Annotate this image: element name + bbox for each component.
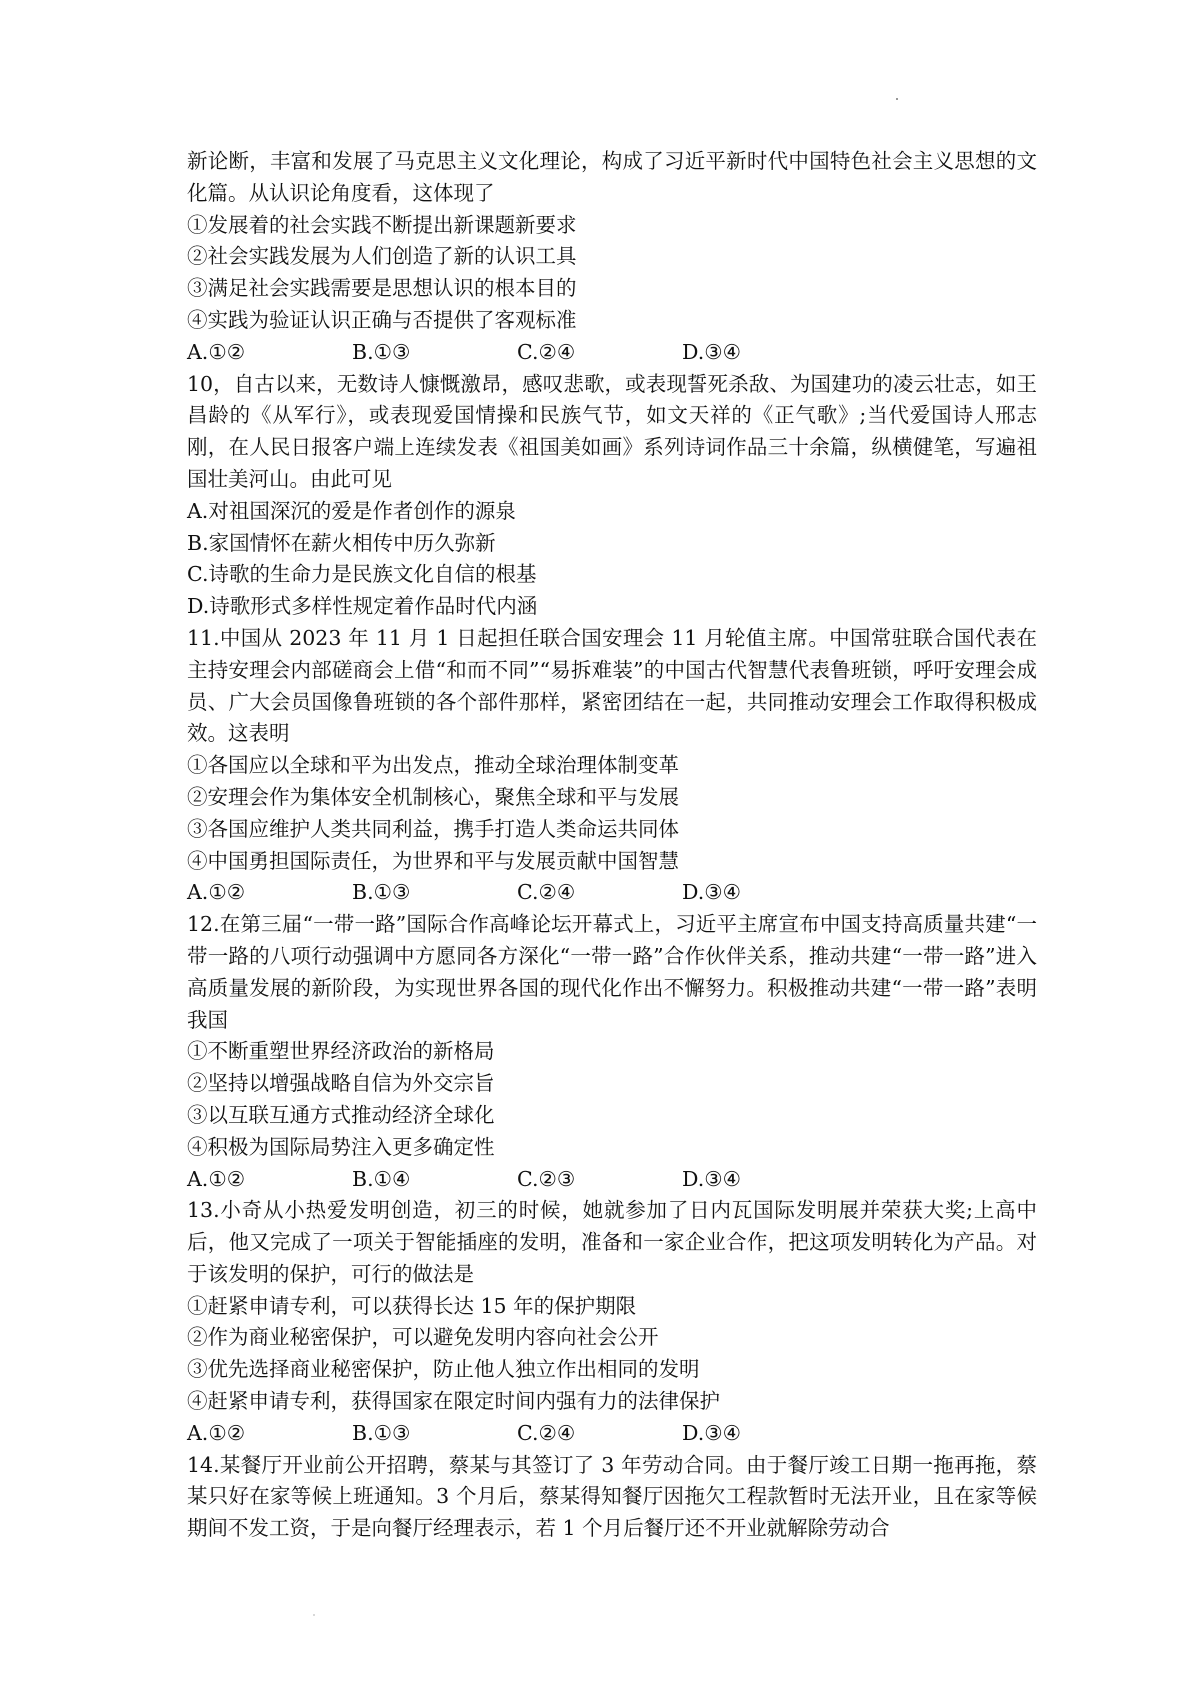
question-13 (187, 1195, 1037, 1449)
answer-choices (187, 877, 1037, 909)
statement-item: ②安理会作为集体安全机制核心，聚焦全球和平与发展 (187, 784, 679, 809)
question-9 (187, 146, 1037, 369)
statement-item: ③以互联互通方式推动经济全球化 (187, 1102, 495, 1127)
choice-a: A.①② (187, 339, 246, 364)
option-d: D.诗歌形式多样性规定着作品时代内涵 (187, 594, 538, 619)
question-14 (187, 1450, 1037, 1545)
choice-a: A.①② (187, 1420, 246, 1445)
answer-choices (187, 1418, 1037, 1450)
scan-speck (313, 1614, 315, 1616)
choice-a: A.①② (187, 1166, 246, 1191)
choice-d: D.③④ (682, 880, 741, 905)
question-13-stem: 13.小奇从小热爱发明创造，初三的时候，她就参加了日内瓦国际发明展并荣获大奖;上高中后，他又完成了一项关于智能插座的发明，准备和一家企业合作，把这项发明转化为产品。对于该发明的保护，可行的做法是 (187, 1198, 1037, 1286)
statement-item: ③优先选择商业秘密保护，防止他人独立作出相同的发明 (187, 1357, 700, 1382)
question-10-stem: 10，自古以来，无数诗人慷慨激昂，感叹悲歌，或表现誓死杀敌、为国建功的凌云壮志，如王昌龄的《从军行》，或表现爱国情操和民族气节，如文天祥的《正气歌》;当代爱国诗人邢志刚，在人民日报客户端上连续发表《祖国美如画》系列诗词作品三十余篇，纵横健笔，写遍祖国壮美河山。由此可见 (187, 371, 1037, 491)
choice-d: D.③④ (682, 1166, 741, 1191)
answer-choices (187, 337, 1037, 369)
question-10 (187, 369, 1037, 623)
answer-choices (187, 1164, 1037, 1196)
statement-item: ②坚持以增强战略自信为外交宗旨 (187, 1071, 495, 1096)
statement-item: ①发展着的社会实践不断提出新课题新要求 (187, 212, 577, 237)
choice-b: B.①③ (352, 339, 411, 364)
statement-item: ③各国应维护人类共同利益，携手打造人类命运共同体 (187, 816, 679, 841)
scan-speck (896, 98, 898, 100)
option-b: B.家国情怀在薪火相传中历久弥新 (187, 530, 496, 555)
statement-item: ④积极为国际局势注入更多确定性 (187, 1134, 495, 1159)
choice-c: C.②④ (517, 880, 576, 905)
option-a: A.对祖国深沉的爱是作者创作的源泉 (187, 498, 516, 523)
statement-item: ②社会实践发展为人们创造了新的认识工具 (187, 244, 577, 269)
choice-b: B.①④ (352, 1166, 411, 1191)
question-content (187, 146, 1037, 1545)
question-9-stem: 新论断，丰富和发展了马克思主义文化理论，构成了习近平新时代中国特色社会主义思想的文化篇。从认识论角度看，这体现了 (187, 149, 1037, 205)
choice-b: B.①③ (352, 880, 411, 905)
question-11-stem: 11.中国从 2023 年 11 月 1 日起担任联合国安理会 11 月轮值主席。中国常驻联合国代表在主持安理会内部磋商会上借“和而不同”“易拆难装”的中国古代智慧代表鲁班锁，呼吁安理会成员、广大会员国像鲁班锁的各个部件那样，紧密团结在一起，共同推动安理会工作取得积极成效。这表明 (187, 625, 1037, 746)
statement-item: ②作为商业秘密保护，可以避免发明内容向社会公开 (187, 1325, 659, 1350)
choice-c: C.②③ (517, 1166, 576, 1191)
statement-item: ④赶紧申请专利，获得国家在限定时间内强有力的法律保护 (187, 1389, 720, 1414)
question-11 (187, 623, 1037, 909)
statement-item: ④中国勇担国际责任，为世界和平与发展贡献中国智慧 (187, 848, 679, 873)
statement-item: ④实践为验证认识正确与否提供了客观标准 (187, 307, 577, 332)
choice-d: D.③④ (682, 339, 741, 364)
statement-item: ①不断重塑世界经济政治的新格局 (187, 1039, 495, 1064)
option-c: C.诗歌的生命力是民族文化自信的根基 (187, 562, 537, 587)
statement-item: ①各国应以全球和平为出发点，推动全球治理体制变革 (187, 753, 679, 778)
choice-c: C.②④ (517, 1420, 576, 1445)
statement-item: ③满足社会实践需要是思想认识的根本目的 (187, 276, 577, 301)
choice-b: B.①③ (352, 1420, 411, 1445)
choice-d: D.③④ (682, 1420, 741, 1445)
question-12 (187, 909, 1037, 1195)
question-12-stem: 12.在第三届“一带一路”国际合作高峰论坛开幕式上，习近平主席宣布中国支持高质量共建“一带一路的八项行动强调中方愿同各方深化“一带一路”合作伙伴关系，推动共建“一带一路”进入高质量发展的新阶段，为实现世界各国的现代化作出不懈努力。积极推动共建“一带一路”表明我国 (187, 912, 1037, 1032)
statement-item: ①赶紧申请专利，可以获得长达 15 年的保护期限 (187, 1293, 637, 1318)
choice-c: C.②④ (517, 339, 576, 364)
choice-a: A.①② (187, 880, 246, 905)
question-14-stem: 14.某餐厅开业前公开招聘，蔡某与其签订了 3 年劳动合同。由于餐厅竣工日期一拖再拖，蔡某只好在家等候上班通知。3 个月后，蔡某得知餐厅因拖欠工程款暂时无法开业，且在家等候期间不发工资，于是向餐厅经理表示，若 1 个月后餐厅还不开业就解除劳动合 (187, 1452, 1037, 1541)
